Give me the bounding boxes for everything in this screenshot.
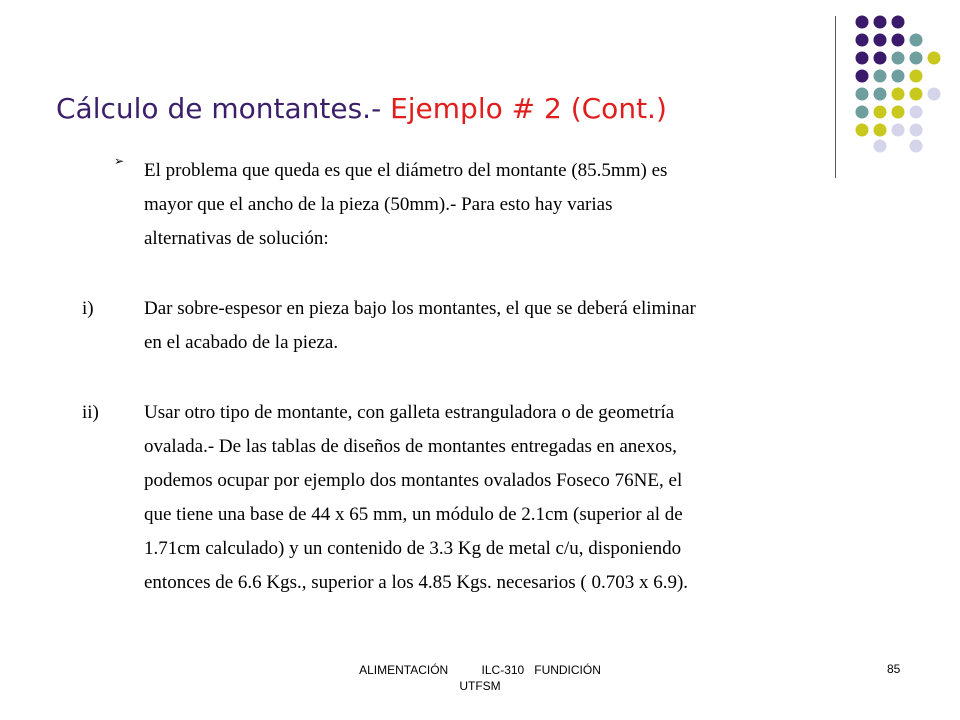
item-ii-line: podemos ocupar por ejemplo dos montantes ovalados Foseco 76NE, el <box>144 470 683 491</box>
bullet-arrow-icon: ➢ <box>114 154 125 168</box>
decorative-dot <box>910 52 923 65</box>
slide-title <box>56 92 667 125</box>
page-number: 85 <box>887 662 901 676</box>
decorative-dot <box>856 88 869 101</box>
divider-line <box>835 16 836 178</box>
decorative-dot <box>856 16 869 29</box>
decorative-dot <box>874 52 887 65</box>
decorative-dot <box>892 52 905 65</box>
title-example: Ejemplo # 2 (Cont.) <box>390 92 667 125</box>
item-ii-line: que tiene una base de 44 x 65 mm, un módulo de 2.1cm (superior al de <box>144 504 683 525</box>
decorative-dot <box>910 140 923 153</box>
decorative-dot <box>856 52 869 65</box>
decorative-dot <box>892 106 905 119</box>
title-main: Cálculo de montantes.- <box>56 92 391 125</box>
footer-line1: ALIMENTACIÓN ILC-310 FUNDICIÓN <box>359 663 601 677</box>
decorative-dot <box>892 124 905 137</box>
decorative-dot <box>856 124 869 137</box>
decorative-dot-grid <box>0 0 960 160</box>
decorative-dot <box>892 88 905 101</box>
decorative-dot <box>874 106 887 119</box>
decorative-dot <box>856 70 869 83</box>
intro-line: alternativas de solución: <box>144 228 329 249</box>
decorative-dot <box>874 34 887 47</box>
decorative-dot <box>910 106 923 119</box>
decorative-dot <box>910 70 923 83</box>
item-label-ii: ii) <box>82 402 99 423</box>
footer-line2: UTFSM <box>459 679 501 693</box>
decorative-dot <box>910 88 923 101</box>
item-i-line: en el acabado de la pieza. <box>144 332 339 353</box>
item-ii-line: Usar otro tipo de montante, con galleta estranguladora o de geometría <box>144 402 675 423</box>
intro-line: mayor que el ancho de la pieza (50mm).- Para esto hay varias <box>144 194 613 215</box>
item-ii-line: 1.71cm calculado) y un contenido de 3.3 Kg de metal c/u, disponiendo <box>144 538 682 559</box>
decorative-dot <box>892 70 905 83</box>
item-ii-line: entonces de 6.6 Kgs., superior a los 4.85 Kgs. necesarios ( 0.703 x 6.9). <box>144 572 689 593</box>
decorative-dot <box>892 34 905 47</box>
item-label-i: i) <box>82 298 94 319</box>
decorative-dot <box>856 34 869 47</box>
decorative-dot <box>874 88 887 101</box>
decorative-dot <box>928 88 941 101</box>
decorative-dot <box>874 140 887 153</box>
decorative-dot <box>892 16 905 29</box>
decorative-dot <box>856 106 869 119</box>
item-i-line: Dar sobre-espesor en pieza bajo los montantes, el que se deberá eliminar <box>144 298 696 319</box>
decorative-dot <box>874 70 887 83</box>
footer-course <box>300 662 660 694</box>
decorative-dot <box>874 124 887 137</box>
item-ii-line: ovalada.- De las tablas de diseños de montantes entregadas en anexos, <box>144 436 677 457</box>
decorative-dot <box>910 124 923 137</box>
decorative-dot <box>874 16 887 29</box>
decorative-dot <box>928 52 941 65</box>
decorative-dot <box>910 34 923 47</box>
intro-line: El problema que queda es que el diámetro del montante (85.5mm) es <box>144 160 668 181</box>
